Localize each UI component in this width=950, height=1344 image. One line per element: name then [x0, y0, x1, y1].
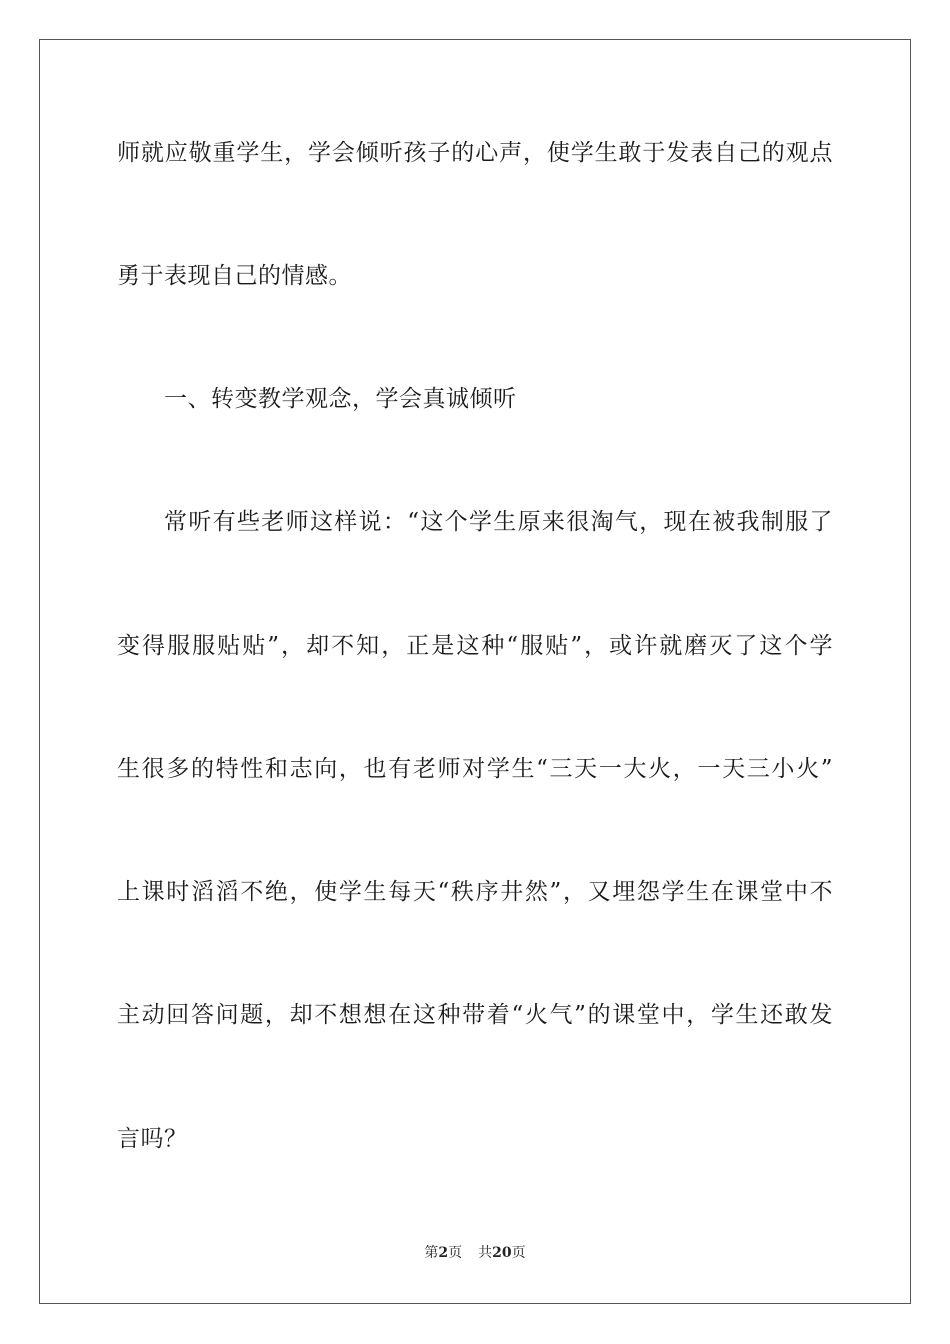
footer-total-suffix: 页 [511, 1245, 526, 1261]
body-line-5: 变得服服贴贴”，却不知，正是这种“服贴”，或许就磨灭了这个学 [117, 633, 833, 659]
body-line-4: 常听有些老师这样说：“这个学生原来很淘气，现在被我制服了 [164, 509, 833, 535]
footer-page-number: 2 [438, 1245, 449, 1261]
footer-page-prefix: 第 [424, 1245, 439, 1261]
footer-total-number: 20 [492, 1245, 512, 1261]
footer-page-suffix: 页 [448, 1245, 463, 1261]
page-frame [39, 39, 911, 1304]
body-line-8: 主动回答问题，却不想想在这种带着“火气”的课堂中，学生还敢发 [117, 1002, 833, 1028]
body-line-1: 师就应敬重学生，学会倾听孩子的心声，使学生敢于发表自己的观点 [117, 140, 833, 166]
page-footer [0, 1243, 950, 1263]
body-line-7: 上课时滔滔不绝，使学生每天“秩序井然”，又埋怨学生在课堂中不 [117, 879, 833, 905]
body-line-2: 勇于表现自己的情感。 [117, 263, 352, 289]
body-line-9: 言吗？ [117, 1126, 188, 1152]
footer-total-prefix: 共 [478, 1245, 493, 1261]
section-heading: 一、转变教学观念，学会真诚倾听 [164, 386, 517, 412]
body-line-6: 生很多的特性和志向，也有老师对学生“三天一大火，一天三小火” [117, 756, 833, 782]
